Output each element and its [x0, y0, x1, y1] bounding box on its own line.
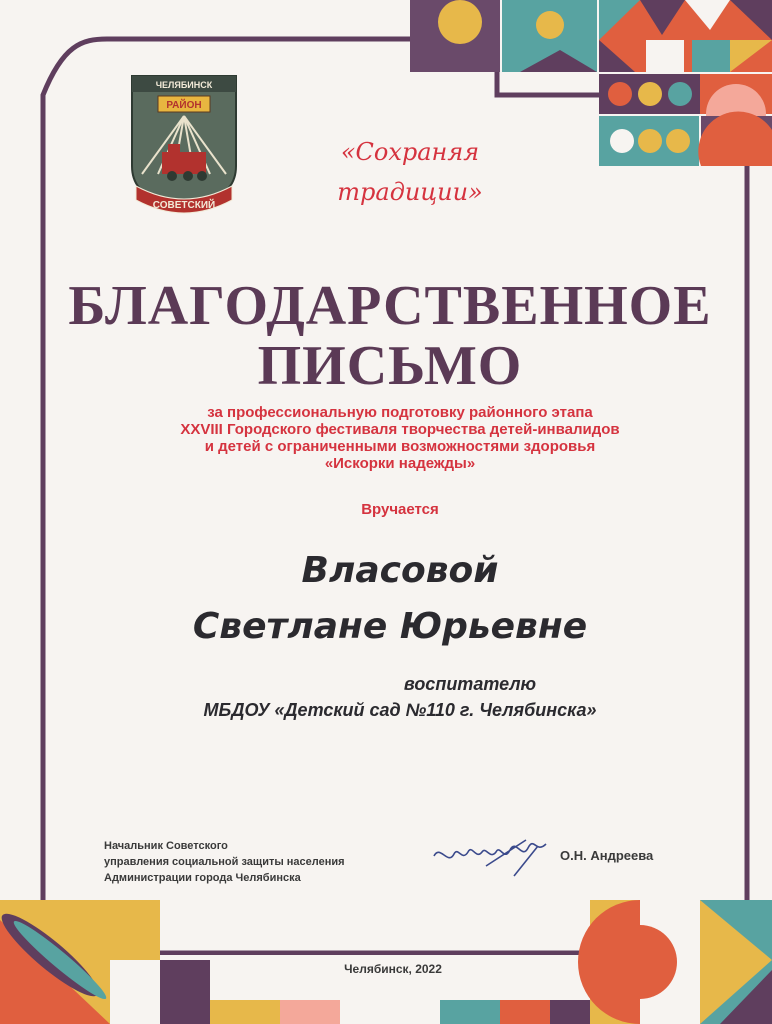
slogan-line-2: традиции» [337, 178, 483, 206]
signatory-title-line: управления социальной защиты населения [104, 856, 345, 868]
logo-top-text: ЧЕЛЯБИНСК [155, 80, 213, 90]
city-and-year: Челябинск, 2022 [344, 962, 442, 976]
signatory-name: О.Н. Андреева [560, 848, 654, 863]
signatory-title [104, 838, 424, 886]
logo-middle-text: РАЙОН [166, 100, 202, 111]
recipient-surname: Власовой [301, 550, 499, 591]
award-reason-line: XXVIII Городского фестиваля творчества детей-инвалидов [180, 421, 620, 438]
award-reason [80, 404, 720, 472]
certificate-title-line-1: БЛАГОДАРСТВЕННОЕ [68, 275, 712, 337]
logo-bottom-text: СОВЕТСКИЙ [152, 200, 216, 211]
signatory-title-line: Начальник Советского [104, 840, 228, 852]
slogan [300, 132, 520, 212]
handwritten-signature [426, 826, 566, 886]
award-reason-line: за профессиональную подготовку районного этапа [207, 404, 593, 421]
award-reason-line: «Искорки надежды» [324, 455, 476, 472]
recipient-role: воспитателю [403, 674, 537, 694]
certificate-title-line-2: ПИСЬМО [257, 335, 523, 397]
district-logo [128, 74, 240, 224]
recipient-organization: МБДОУ «Детский сад №110 г. Челябинска» [203, 700, 597, 720]
signatory-title-line: Администрации города Челябинска [104, 872, 301, 884]
slogan-line-1: «Сохраняя [340, 138, 480, 166]
recipient-given-names: Светлане Юрьевне [192, 606, 588, 647]
awarded-label: Вручается [361, 501, 439, 518]
award-reason-line: и детей с ограниченными возможностями здоровья [204, 438, 596, 455]
